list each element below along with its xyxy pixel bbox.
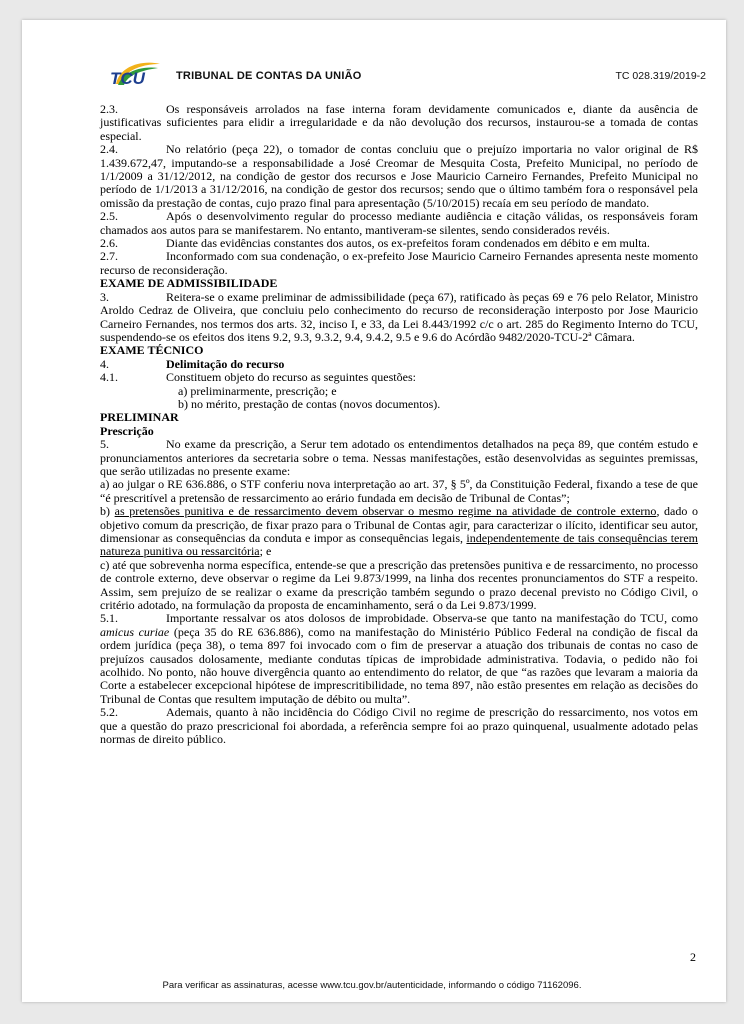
paragraph-2-6: 2.6. Diante das evidências constantes dos autos, os ex-prefeitos foram condenados em débito e em multa. [100, 236, 650, 251]
page-header [22, 20, 726, 100]
list-item-4-1-a: a) preliminarmente, prescrição; e [178, 383, 337, 398]
org-name: TRIBUNAL DE CONTAS DA UNIÃO [176, 70, 362, 82]
paragraph-4: 4. Delimitação do recurso [100, 356, 285, 371]
paragraph-5-c: c) até que sobrevenha norma específica, entende-se que a prescrição das pretensões punitiva e de ressarcimento, no processo de controle externo, deve observar o regime da Lei 9.873/1999, na linha dos recentes pronunciamentos do STF a respeito. Assim, sem prejuízo de se realizar o exame da prescrição também segundo o prazo decenal previsto no Código Civil, o critério adotado, na formulação da proposta de encaminhamento, será o da Lei 9.873/1999. [100, 557, 698, 613]
paragraph-3: 3. Reitera-se o exame preliminar de admissibilidade (peça 67), ratificado às peças 69 e 76 pelo Relator, Ministro Aroldo Cedraz de Oliveira, que concluiu pelo conhecimento do recurso de reconsideração interposto por Jose Mauricio Carneiro Fernandes, nos termos dos arts. 32, inciso I, e 33, da Lei 8.443/1992 c/c o art. 285 do Regimento Interno do TCU, suspendendo-se os efeitos dos itens 9.2, 9.3, 9.3.2, 9.4, 9.4.2, 9.5 e 9.6 do Acórdão 9482/2020-TCU-2ª Câmara. [100, 289, 698, 344]
paragraph-2-4: 2.4. No relatório (peça 22), o tomador de contas concluiu que o prejuízo importaria no valor original de R$ 1.439.672,47, imputando-se a responsabilidade a José Creomar de Mesquita Costa, Prefeito Municipal, no período de 1/1/2009 a 31/12/2012, na condição de gestor dos recursos e Jose Mauricio Carneiro Fernandes, Prefeito Municipal no período de 1/1/2013 a 31/12/2016, na condição de gestor dos recursos; sendo que o último também fora o responsável pela omissão da prestação de contas, cujo prazo final para apresentação (5/10/2015) recaía em seu período de mandato. [100, 142, 698, 210]
logo-text: TCU [110, 69, 145, 88]
document-body [100, 103, 698, 747]
heading-preliminar: PRELIMINAR [100, 410, 179, 425]
list-item-4-1-b: b) no mérito, prestação de contas (novos documentos). [178, 396, 441, 411]
document-page [22, 20, 726, 1002]
page-number: 2 [690, 950, 696, 964]
paragraph-4-1: 4.1. Constituem objeto do recurso as seguintes questões: [100, 370, 416, 385]
tcu-logo [106, 58, 162, 88]
process-number: TC 028.319/2019-2 [615, 70, 706, 82]
paragraph-2-5: 2.5. Após o desenvolvimento regular do processo mediante audiência e citação válidas, os responsáveis foram chamados aos autos para se manifestarem. No entanto, mantiveram-se silentes, sendo considerados revéis. [100, 209, 698, 237]
paragraph-2-3: 2.3. Os responsáveis arrolados na fase interna foram devidamente comunicados e, diante da ausência de justificativas suficientes para elidir a irregularidade e da não devolução dos recursos, instaurou-se a tomada de contas especial. [100, 102, 698, 143]
paragraph-5-a: a) ao julgar o RE 636.886, o STF conferiu nova interpretação ao art. 37, § 5º, da Constituição Federal, fixando a tese de que “é prescritível a pretensão de ressarcimento ao erário fundada em decisão de Tribunal de Contas”; [100, 477, 698, 505]
heading-exame-tecnico: EXAME TÉCNICO [100, 343, 204, 358]
authenticity-footer: Para verificar as assinaturas, acesse www.tcu.gov.br/autenticidade, informando o código 71162096. [162, 980, 582, 991]
heading-admissibilidade: EXAME DE ADMISSIBILIDADE [100, 276, 278, 291]
paragraph-5-b: b) as pretensões punitiva e de ressarcimento devem observar o mesmo regime na atividade de controle externo, dado o objetivo comum da prescrição, de fixar prazo para o Tribunal de Contas agir, para caracterizar o ilícito, identificar seu autor, dimensionar as consequências da conduta e impor as consequências legais, independentemente de tais consequências terem natureza punitiva ou ressarcitória; e [100, 504, 699, 559]
paragraph-2-7: 2.7. Inconformado com sua condenação, o ex-prefeito Jose Mauricio Carneiro Fernandes apresenta neste momento recurso de reconsideração. [100, 249, 698, 277]
paragraph-5-1: 5.1. Importante ressalvar os atos dolosos de improbidade. Observa-se que tanto na manifestação do TCU, como amicus curiae (peça 35 do RE 636.886), como na manifestação do Ministério Público Federal na condição de fiscal da ordem jurídica (peça 38), o tema 897 foi invocado com o fim de preservar a atuação dos tribunais de contas no caso de prejuízos causados dolosamente, mediante condutas típicas de improbidade administrativa. Todavia, o pedido não foi acolhido. No ponto, não houve divergência quanto ao entendimento do relator, de que “as razões que levaram a maioria da Corte a estabelecer excepcional hipótese de imprescritibilidade, no tema 897, não estão presentes em relação as decisões do Tribunal de Contas que resultem imputação de débito ou multa”. [100, 611, 699, 706]
paragraph-5-2: 5.2. Ademais, quanto à não incidência do Código Civil no regime de prescrição do ressarcimento, nos votos em que a questão do prazo prescricional foi abordada, a referência sempre foi ao prazo quinquenal, usualmente adotado pelas normas de direito público. [100, 705, 698, 747]
heading-prescricao: Prescrição [100, 423, 154, 438]
paragraph-5: 5. No exame da prescrição, a Serur tem adotado os entendimentos detalhados na peça 89, que contém estudo e pronunciamentos anteriores da secretaria sobre o tema. Nessas manifestações, estão desenvolvidas as seguintes premissas, que serão utilizadas no presente exame: [100, 437, 698, 478]
